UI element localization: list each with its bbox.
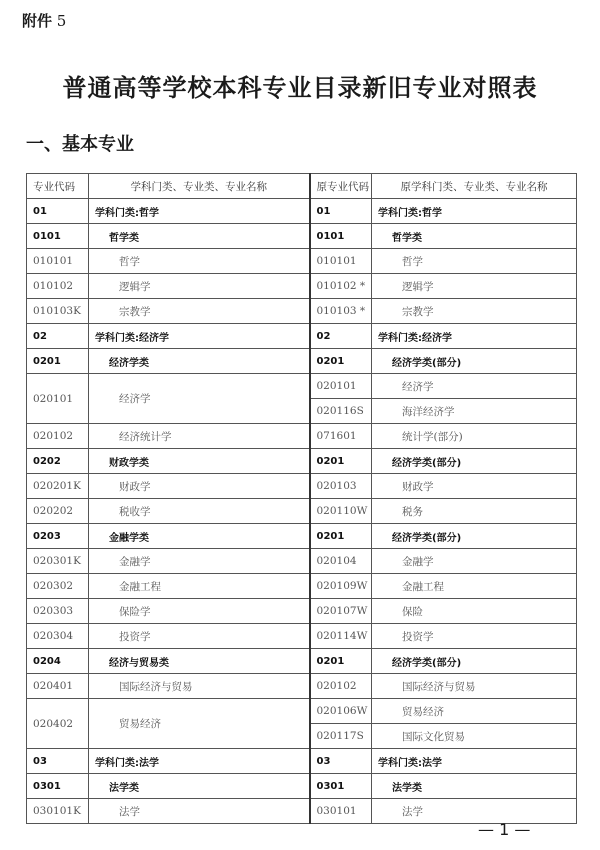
old-major-code: 010102 *: [310, 274, 372, 299]
old-major-name: 哲学类: [372, 224, 577, 249]
old-major-name: 国际文化贸易: [372, 724, 577, 749]
major-name: 经济学类: [89, 349, 310, 374]
old-major-code: 0201: [310, 524, 372, 549]
old-major-code: 02: [310, 324, 372, 349]
old-major-name: 海洋经济学: [372, 399, 577, 424]
major-name: 学科门类:法学: [89, 749, 310, 774]
major-code: 0204: [27, 649, 89, 674]
major-name: 哲学: [89, 249, 310, 274]
table-row: [27, 424, 577, 449]
old-major-code: 0201: [310, 649, 372, 674]
table-row: [27, 774, 577, 799]
old-major-code: 020104: [310, 549, 372, 574]
major-name: 保险学: [89, 599, 310, 624]
table-row: [27, 349, 577, 374]
section-heading: 一、基本专业: [26, 134, 134, 155]
major-name: 投资学: [89, 624, 310, 649]
major-code: 020304: [27, 624, 89, 649]
old-major-name: 经济学: [372, 374, 577, 399]
old-major-name: 国际经济与贸易: [372, 674, 577, 699]
major-comparison-table: [26, 173, 577, 824]
table-row: [27, 699, 577, 724]
old-major-name: 财政学: [372, 474, 577, 499]
major-code: 030101K: [27, 799, 89, 824]
table-row: [27, 299, 577, 324]
old-major-name: 经济学类(部分): [372, 649, 577, 674]
old-major-code: 010103 *: [310, 299, 372, 324]
old-major-code: 020106W: [310, 699, 372, 724]
table-row: [27, 224, 577, 249]
old-major-name: 税务: [372, 499, 577, 524]
old-major-code: 010101: [310, 249, 372, 274]
attachment-number: 5: [56, 12, 67, 30]
major-name: 逻辑学: [89, 274, 310, 299]
major-name: 法学: [89, 799, 310, 824]
old-major-code: 020103: [310, 474, 372, 499]
major-code: 0203: [27, 524, 89, 549]
table-row: [27, 374, 577, 399]
old-major-code: 020109W: [310, 574, 372, 599]
old-major-name: 哲学: [372, 249, 577, 274]
major-name: 金融学类: [89, 524, 310, 549]
table-row: [27, 274, 577, 299]
table-row: [27, 674, 577, 699]
old-major-code: 071601: [310, 424, 372, 449]
document-title: 普通高等学校本科专业目录新旧专业对照表: [62, 73, 538, 102]
old-major-name: 学科门类:哲学: [372, 199, 577, 224]
major-code: 020301K: [27, 549, 89, 574]
major-name: 金融学: [89, 549, 310, 574]
page-number: — 1 —: [478, 820, 531, 839]
table-body: [27, 199, 577, 824]
major-code: 03: [27, 749, 89, 774]
old-major-name: 经济学类(部分): [372, 524, 577, 549]
major-code: 020302: [27, 574, 89, 599]
table-row: [27, 449, 577, 474]
table-row: [27, 649, 577, 674]
major-name: 财政学: [89, 474, 310, 499]
table-row: [27, 549, 577, 574]
table-row: [27, 249, 577, 274]
major-name: 金融工程: [89, 574, 310, 599]
major-code: 010103K: [27, 299, 89, 324]
major-name: 法学类: [89, 774, 310, 799]
table-header-row: [27, 174, 577, 199]
old-major-code: 01: [310, 199, 372, 224]
major-code: 020401: [27, 674, 89, 699]
old-major-code: 020117S: [310, 724, 372, 749]
table-row: [27, 499, 577, 524]
old-major-name: 法学类: [372, 774, 577, 799]
old-major-code: 020116S: [310, 399, 372, 424]
major-code: 02: [27, 324, 89, 349]
major-name: 哲学类: [89, 224, 310, 249]
major-name: 宗教学: [89, 299, 310, 324]
major-name: 税收学: [89, 499, 310, 524]
old-major-name: 保险: [372, 599, 577, 624]
table-row: [27, 324, 577, 349]
old-major-name: 逻辑学: [372, 274, 577, 299]
major-code: 010101: [27, 249, 89, 274]
major-name: 学科门类:经济学: [89, 324, 310, 349]
major-code: 020303: [27, 599, 89, 624]
old-major-code: 0101: [310, 224, 372, 249]
old-major-code: 020114W: [310, 624, 372, 649]
major-code: 020201K: [27, 474, 89, 499]
major-code: 010102: [27, 274, 89, 299]
table-row: [27, 599, 577, 624]
old-major-code: 020107W: [310, 599, 372, 624]
major-code: 0201: [27, 349, 89, 374]
major-code: 020101: [27, 374, 89, 424]
old-major-code: 0201: [310, 349, 372, 374]
old-major-name: 贸易经济: [372, 699, 577, 724]
old-major-code: 0301: [310, 774, 372, 799]
header-old-name: 原学科门类、专业类、专业名称: [372, 174, 577, 199]
old-major-name: 金融工程: [372, 574, 577, 599]
major-name: 国际经济与贸易: [89, 674, 310, 699]
major-name: 学科门类:哲学: [89, 199, 310, 224]
old-major-code: 03: [310, 749, 372, 774]
table-row: [27, 474, 577, 499]
major-name: 经济与贸易类: [89, 649, 310, 674]
major-code: 020202: [27, 499, 89, 524]
old-major-code: 020101: [310, 374, 372, 399]
old-major-name: 经济学类(部分): [372, 449, 577, 474]
major-code: 0301: [27, 774, 89, 799]
old-major-name: 宗教学: [372, 299, 577, 324]
old-major-code: 020110W: [310, 499, 372, 524]
major-name: 贸易经济: [89, 699, 310, 749]
major-name: 经济学: [89, 374, 310, 424]
major-code: 020102: [27, 424, 89, 449]
major-code: 0202: [27, 449, 89, 474]
table-row: [27, 624, 577, 649]
major-name: 经济统计学: [89, 424, 310, 449]
table-row: [27, 574, 577, 599]
major-code: 01: [27, 199, 89, 224]
old-major-name: 学科门类:法学: [372, 749, 577, 774]
old-major-name: 经济学类(部分): [372, 349, 577, 374]
old-major-name: 统计学(部分): [372, 424, 577, 449]
major-code: 0101: [27, 224, 89, 249]
header-old-code: 原专业代码: [310, 174, 372, 199]
attachment-label: [22, 10, 66, 31]
table-row: [27, 199, 577, 224]
old-major-code: 030101: [310, 799, 372, 824]
header-major-name: 学科门类、专业类、专业名称: [89, 174, 310, 199]
old-major-name: 投资学: [372, 624, 577, 649]
table-row: [27, 749, 577, 774]
old-major-name: 法学: [372, 799, 577, 824]
old-major-code: 020102: [310, 674, 372, 699]
old-major-name: 金融学: [372, 549, 577, 574]
table-row: [27, 524, 577, 549]
major-name: 财政学类: [89, 449, 310, 474]
old-major-code: 0201: [310, 449, 372, 474]
header-major-code: 专业代码: [27, 174, 89, 199]
major-code: 020402: [27, 699, 89, 749]
old-major-name: 学科门类:经济学: [372, 324, 577, 349]
attachment-word: 附件: [22, 12, 53, 30]
